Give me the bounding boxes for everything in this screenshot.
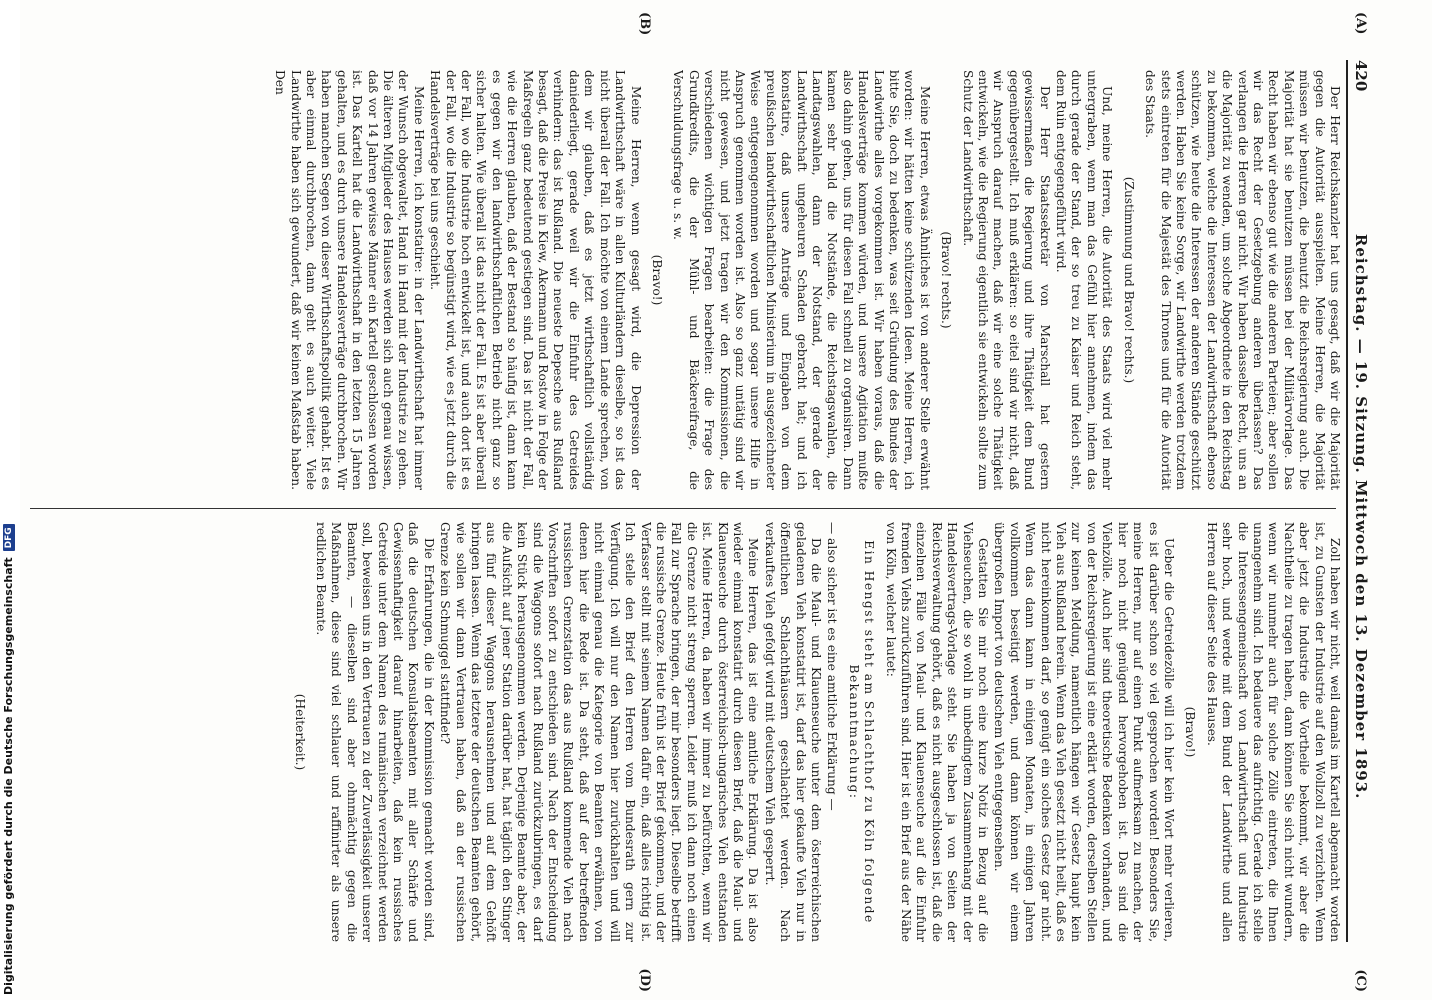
session-title: Reichstag. — 19. Sitzung. Mittwoch den 13. Dezember 1893.	[1352, 233, 1370, 800]
margin-mark-b: (B)	[637, 12, 652, 36]
interjection: (Bravo!)	[649, 254, 664, 306]
digitization-credit	[2, 524, 15, 995]
interjection: (Zustimmung und Bravo! rechts.)	[1121, 176, 1136, 384]
digitization-credit-strip	[0, 0, 20, 1000]
margin-mark-c: (C)	[1353, 969, 1368, 992]
paragraph: Ueber die Getreidezölle will ich hier kein Wort mehr verlieren, es ist darüber schon so viel gesprochen worden! Besonders Sie, meine Herren, nur auf einen Punkt aufmerksam zu machen, der hier noch nicht genügend hervorgehoben ist. Das sind die Viehzölle. Auch hier sind theoretische Bedenken vorhanden, und von der Reichsregierung ist eine erklärt worden, derselben Stellen zur keinen Meldung, namentlich hängen wir Gesetz haupt kein Vieh aus Rußland herein. Wenn das Vieh gesetzt nicht heilt, daß es nicht hereinkommen darf, so genügt ein solches Gesetz gar nicht. Wenn das dann kann in einigen Monaten, in einigen Jahren vollkommen beseitigt werden, und dann können wir einem übergroßen Import von deutschem Vieh entgegensehen.	[992, 522, 1176, 942]
paragraph: Meine Herren, etwas Ähnliches ist von anderer Stelle erwähnt worden: wir hätten keine schützenden Ideen. Meine Herren, ich bitte Sie, doch zu bedenken, was seit Gründung des Bundes der Landwirthe alles vorgekommen ist. Wir haben voraus, daß die Handelsverträge kommen würden, und unsere Agitation mußte also dahin gehen, uns für diesen Fall schnell zu organisiren. Dann kamen sehr bald die Notstände, die Reichstagswahlen, die Landtagswahlen, dann der Notstand, der gerade der Landwirthschaft ungeheuren Schaden gebracht hat; und ich konstatire, daß unsere Anträge und Eingaben von dem preußischen landwirthschaftlichen Ministerium in ausgezeichneter Weise entgegengenommen worden und sogar unsere Hilfe in Anspruch genommen worden ist. Also so ganz untätig sind wir nicht gewesen, und jetzt tragen wir den Kommissionen, die verschiedenen wichtigen Fragen bearbeiten: die Frage des Grundkredits, die der Mühl- und Bäckereifrage, die Verschuldungsfrage u. s. w.	[671, 70, 932, 490]
column-divider	[30, 508, 1336, 509]
quoted-notice: Da die Maul- und Klauenseuche unter dem österreichischen geladenen Vieh konstatirt ist, darf das hier gekaufte Vieh nur in öffentlichen Schlachthäusern geschlachtet werden. Nach verkauftes Vieh gefolgt wird mit deutschem Vieh gesperrt.	[762, 522, 823, 942]
interjection: (Heiterkeit.)	[292, 693, 307, 771]
paragraph: Der Herr Staatssekretär von Marschall hat gestern gewissermaßen die Regierung und ihre Thätigkeit dem Bund gegenübergestellt. Ich muß erklären: so eitel sind wir nicht, daß wir Anspruch darauf machen, daß wir eine solche Thätigkeit entwickeln, wie die Regierung eigentlich sie entwickeln sollte zum Schutz der Landwirthschaft.	[960, 70, 1052, 490]
text-columns	[30, 60, 1342, 942]
paragraph: Gestatten Sie mir noch eine kurze Notiz in Bezug auf die Viehseuchen, die so wohl in unbedingtem Zusammenhang mit der Handelsvertrags-Vorlage steht. Sie haben ja von Seiten der Reichsverwaltung gehört, daß es nicht ausgeschlossen ist, daß die einzelnen Fälle von Maul- und Klauenseuche auf die Einfuhr fremden Viehs zurückzuführen sind. Hier ist ein Brief aus der Nähe von Köln, welcher lautet:	[883, 522, 991, 942]
aside: — also sicher ist es eine amtliche Erklärung —	[825, 522, 840, 811]
credit-text: Digitalisierung gefördert durch die Deutsche Forschungsgemeinschaft	[2, 557, 15, 995]
paragraph: Meine Herren, wenn gesagt wird, die Depression der Landwirthschaft wäre in allen Kulturländern dieselbe, so ist das nicht überall der Fall. Ich möchte von einem Lande sprechen, von dem wir glauben, daß es jetzt wirthschaftlich vollständig daniederliegt, gerade weil wir die Einfuhr des Getreides verhindern: das ist Rußland. Die neueste Depesche aus Rußland besagt, daß die Preise in Kiew, Akermann und Rostow in Folge der Maßregeln ganz bedeutend gestiegen sind. Das ist nicht der Fall, wie die Herren glauben, daß der Bestand so häufig ist, dann kann es gegen wir den landwirthschaftlichen Betrieb nicht ganz so sicher halten. Wie überall ist das nicht der Fall. Es ist aber überall der Fall, wo die Industrie hoch entwickelt ist, und auch dort ist es der Fall, wo die Industrie so begünstigt wird, wie es jetzt durch die Handelsverträge bei uns geschieht.	[428, 70, 643, 490]
left-column	[30, 70, 1342, 490]
page-header	[1346, 60, 1372, 942]
margin-mark-a: (A)	[1353, 12, 1368, 35]
right-column	[30, 522, 1342, 942]
dfg-logo-icon: DFG	[3, 524, 15, 551]
paragraph: Und, meine Herren, die Autorität des Staats wird viel mehr untergraben, wenn man das Gefühl hier annehmen, indem das durch gerade der Stand, der so treu zu Kaiser und Reich steht, dem Ruin entgegengeführt wird.	[1054, 70, 1115, 490]
paragraph: Der Herr Reichskanzler hat uns gesagt, daß wir die Majorität gegen die Autorität ausspielten. Meine Herren, die Majorität müssen wir benutzen, die benutzt die Reichsregierung auch. Die Majorität hat sie benutzen müssen bei der Militärvorlage. Das Recht haben wir ebenso gut wie die anderen Parteien; aber sollen wir das Recht der Gesetzgebung anderen überlassen? Das verlangen die Herren gar nicht. Wir haben dasselbe Recht, uns an die Majorität zu wenden, um solche Abgeordnete in den Reichstag zu bekommen, welche die Interessen der Landwirthschaft ebenso schützen, wie heute die Interessen der anderen Stände geschützt werden. Haben Sie keine Sorge, wir Landwirthe werden trotzdem stets eintreten für die Majestät des Thrones und für die Autorität des Staats.	[1143, 70, 1342, 490]
interjection: (Bravo! rechts.)	[939, 231, 954, 329]
interjection: (Bravo!)	[1183, 706, 1198, 758]
paragraph: Meine Herren, ich konstatire: in der Landwirthschaft hat immer der Wunsch obgewaltet, Hand in Hand mit der Industrie zu gehen. Die älteren Mitglieder des Hauses werden sich auch genau wissen, daß vor 14 Jahren gewisse Männer ein Kartell geschlossen worden ist. Das Kartell hat die Landwirthschaft in den letzten 15 Jahren gehalten, und es durch unsere Handelsverträge durchbrochen. Wir haben manchen Segen von dieser Wirthschaftspolitik gehabt. Ist es aber einmal durchbrochen, dann geht es auch weiter. Viele Landwirthe haben sich gewundert, daß wir keinen Maßstab haben. Den	[273, 70, 426, 490]
margin-mark-d: (D)	[637, 968, 652, 992]
paragraph: Meine Herren, das ist eine amtliche Erklärung. Da ist also wieder einmal konstatirt durch diesen Brief, daß die Maul- und Klauenseuche durch österreichisch-ungarisches Vieh entstanden ist. Meine Herren, da haben wir immer zu befürchten, wenn wir die Grenze nicht streng sperren. Leider muß ich dann noch einen Fall zur Sprache bringen, der mir besonders liegt. Dieselbe betrifft die russische Grenze. Heute früh ist der Brief gekommen, und der Verfasser stellt mit seinem Namen dafür ein, daß alles richtig ist. Ich stelle den Brief den Herren vom Bundesrath gern zur Verfügung. Ich will nur den Namen hier zurückhalten und will nicht einmal genau die Kategorie von Beamten erwähnen, von denen hier die Rede ist. Da steht, daß auf der betreffenden russischen Grenzstation das aus Rußland kommende Vieh nach Vorschriften sofort zu entschieden sind. Nach der Entscheidung sind die Waggons sofort nach Rußland zurückzubringen, es darf kein Stück herausgenommen werden. Derjenige Beamte aber, der die Aufsicht auf jener Station darüber hat, hat täglich den Stinger aus fünf dieser Waggons herausnehmen und auf dem Gehöft bringen lassen. Wenn das letztere der deutschen Beamten gehört, wie sollen wir dann Vertrauen haben, daß an der russischen Grenze kein Schmuggel stattfindet?	[438, 522, 761, 942]
paragraph: Zoll haben wir nicht, weil damals im Kartell abgemacht worden ist, zu Gunsten der Industrie auf den Wollzoll zu verzichten. Wenn aber jetzt die Industrie die Vortheile bekommt, wir aber die Nachtheile zu tragen haben, dann können Sie sich nicht wundern, wenn wir nunmehr auch für solche Zölle eintreten, die Ihnen unangenehm sind. Ich bedauere das aufrichtig. Gerade ich stelle die Interessengemeinschaft von Landwirthschaft und Industrie sehr hoch, und werde mit dem Bund der Landwirthe und allen Herren auf dieser Seite des Hauses.	[1204, 522, 1342, 942]
page-number: 420	[1352, 60, 1370, 92]
page-body	[30, 12, 1372, 992]
quote-intro: Ein Hengst steht am Schlachthof zu Köln folgende Bekanntmachung:	[846, 540, 877, 924]
paragraph: Die Erfahrungen, die in der Kommission gemacht worden sind, daß die deutschen Konsulatsbeamten mit aller Schärfe und Gewissenhaftigkeit darauf hinarbeiten, daß kein russisches Getreide unter dem Namen des rumänischen verzeichnet werden soll, beweisen uns in den Vertrauen zu der Zuverlässigkeit unserer Beamten, — dieselben sind aber ohnmächtig gegen die Maßnahmen, diese sind viel schlauer und raffinirter als unsere redlichen Beamte.	[314, 522, 436, 942]
